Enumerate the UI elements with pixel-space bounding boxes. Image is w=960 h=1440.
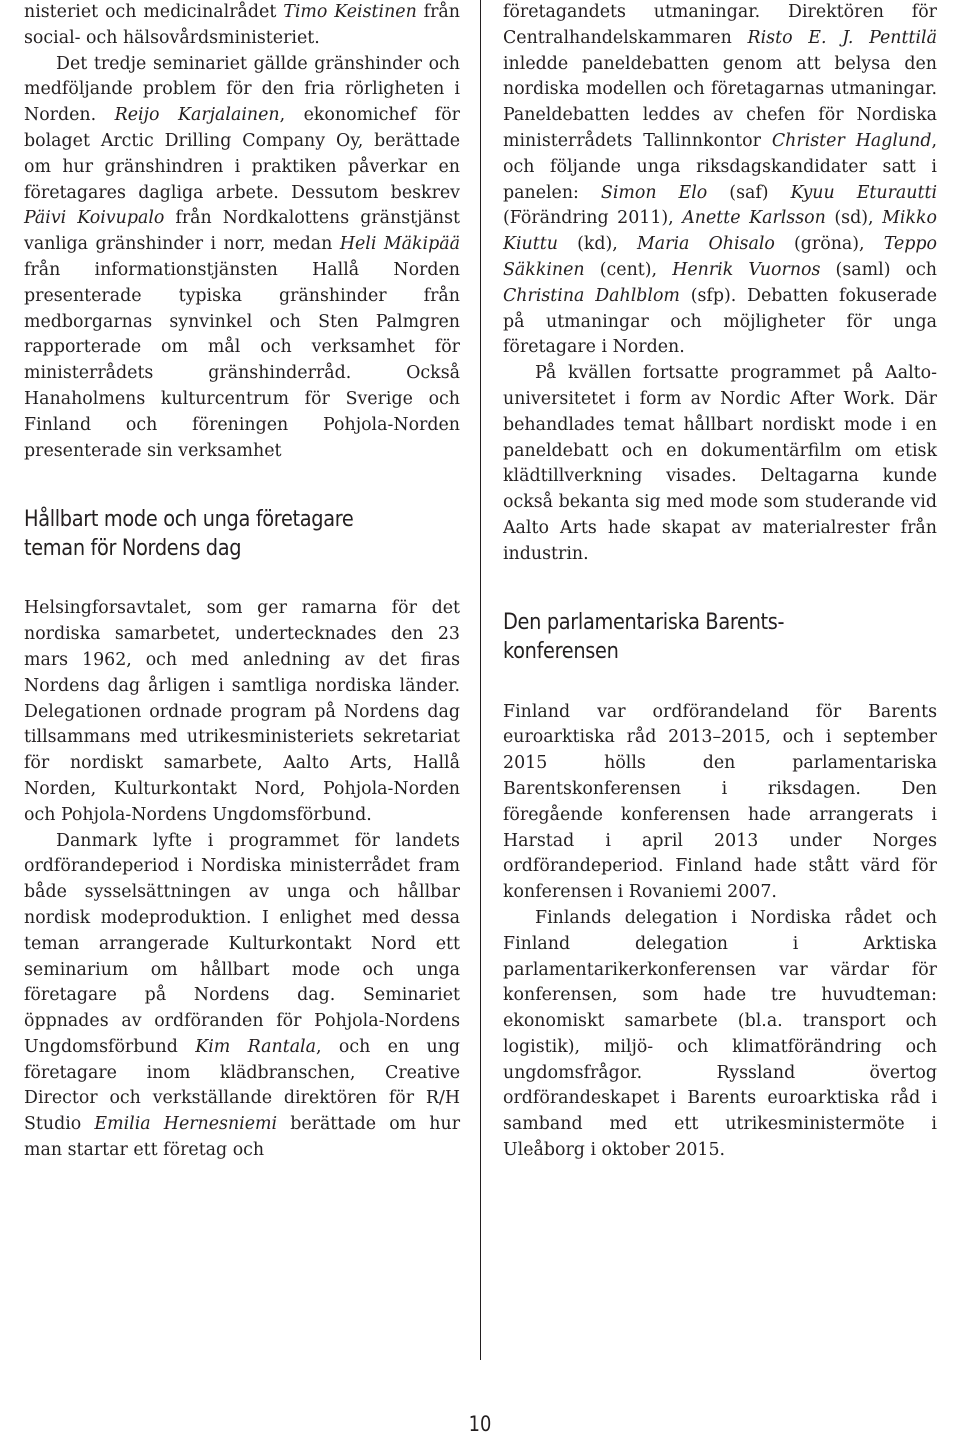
text: (Förändring 2011), — [503, 208, 683, 229]
paragraph: På kvällen fortsatte programmet på Aalto-universitetet i form av Nordic After Work. Där behandlades temat hållbart nordiskt mode i en paneldebatt och en dokumentärfilm om etisk klädtillverkning visades. Deltagarna kunde också bekanta sig med mode som studerande vid Aalto Arts hade skapat av materialrester från industrin. — [503, 363, 937, 564]
person-name: Henrik Vuornos — [672, 259, 821, 280]
paragraph — [503, 0, 937, 361]
text: (gröna), — [774, 234, 884, 255]
paragraph: Finland var ordförandeland för Barents euroarktiska råd 2013–2015, och i september 2015 hölls den parlamentariska Barentskonferensen i riksdagen. Den föregående konferensen hade arrangerats i Harstad i april 2013 under Norges ordförandeperiod. Finland hade stått värd för konferensen i Rovaniemi 2007. — [503, 701, 937, 903]
person-name: Timo Keistinen — [283, 2, 417, 22]
paragraph: Helsingforsavtalet, som ger ramarna för det nordiska samarbetet, undertecknades den 23 mars 1962, och med anledning av det firas Nordens dag årligen i samtliga nordiska länder. Delegationen ordnade program på Nordens dag tillsammans med utrikesministeriets sekretariat för nordiskt samarbete, Aalto Arts, Hallå Norden, Kulturkontakt Nord, Pohjola-Norden och Pohjola-Nordens Ungdomsförbund. — [24, 598, 460, 825]
person-name: Mikko Kiuttu — [503, 208, 937, 255]
text: nisteriet och medicinalrådet — [24, 2, 284, 22]
page-number: 10 — [468, 1412, 492, 1436]
text: , och följande unga riksdagskandidater satt i panelen: — [503, 130, 937, 203]
paragraph — [24, 52, 460, 465]
text: (cent), — [584, 259, 673, 280]
person-name: Reijo Karjalainen — [114, 105, 280, 126]
person-name: Kyuu Eturautti — [790, 182, 938, 203]
text: Det tredje seminariet gällde gränshinder och medföljande problem för den fria rörligheten i Norden. — [24, 53, 460, 126]
person-name: Kim Rantala — [195, 1036, 316, 1057]
section-heading — [24, 505, 459, 563]
text: , och en ung företagare inom klädbranschen, Creative Director och verkställande direktören för R/H Studio — [24, 1036, 461, 1135]
text: från social- och hälsovårdsministeriet. — [24, 2, 460, 48]
person-name: Heli Mäkipää — [339, 234, 460, 255]
text: Danmark lyfte i programmet för landets ordförandeperiod i Nordiska ministerrådet fram både sysselsättningen av unga och hållbar nordisk modeproduktion. I enlighet med dessa teman arrangerade Kulturkontakt Nord ett seminarium om hållbart mode och unga företagare på Nordens dag. Seminariet öppnades av ordföranden för Pohjola-Nordens Ungdomsförbund — [24, 830, 460, 1057]
person-name: Simon Elo — [600, 182, 708, 203]
person-name: Emilia Hernesniemi — [94, 1114, 278, 1135]
person-name: Anette Karlsson — [682, 208, 826, 229]
text: (kd), — [557, 234, 637, 255]
text: från Nordkalottens gränstjänst vanliga gränshinder i norr, medan — [24, 208, 460, 255]
column-divider — [480, 0, 481, 1360]
text: berättade om hur man startar ett företag och — [24, 1114, 461, 1161]
heading-line: konferensen — [503, 637, 619, 664]
text: (sd), — [825, 208, 883, 229]
text: från informationstjänsten Hallå Norden presenterade typiska gränshinder från medborgarnas synvinkel och Sten Palmgren rapporterade om mål och verksamhet för ministerrådets gränshinderråd. Också Hanaholmens kulturcentrum för Sverige och Finland och föreningen Pohjola-Norden presenterade sin verksamhet — [24, 259, 460, 461]
paragraph: Finlands delegation i Nordiska rådet och Finland delegation i Arktiska parlamentarikerkonferensen var värdar för konferensen, som hade tre huvudteman: ekonomiskt samarbete (bl.a. transport och logistik), miljö- och klimatförändring och ungdomsfrågor. Ryssland övertog ordförandeskapet i Barents euroarktiska råd i samband med ett utrikesministermöte i Uleåborg i oktober 2015. — [503, 907, 937, 1161]
text: (saml) och — [820, 259, 938, 280]
person-name: Teppo Säkkinen — [503, 234, 938, 280]
text: (sfp). Debatten fokuserade på utmaningar och möjligheter för unga företagare i Norden. — [503, 285, 937, 358]
text: , ekonomichef för bolaget Arctic Drilling Company Oy, berättade om hur gränshindren i praktiken påverkar en företagares dagliga arbete. Dessutom beskrev — [24, 105, 460, 203]
heading-line: Hållbart mode och unga företagare — [24, 506, 354, 533]
person-name: Risto E. J. Penttilä — [747, 27, 937, 48]
person-name: Christer Haglund — [771, 130, 932, 151]
right-column — [503, 0, 937, 1164]
left-column — [24, 0, 460, 1164]
person-name: Päivi Koivupalo — [24, 208, 165, 229]
text: (saf) — [707, 182, 791, 203]
section-heading — [503, 608, 936, 666]
person-name: Maria Ohisalo — [636, 234, 775, 255]
paragraph — [24, 829, 460, 1164]
heading-line: teman för Nordens dag — [24, 535, 242, 562]
person-name: Christina Dahlblom — [503, 285, 680, 306]
text: inledde paneldebatten genom att belysa den nordiska modellen och företagarnas utmaningar. Paneldebatten leddes av chefen för Nordiska ministerrådets Tallinnkontor — [503, 53, 937, 151]
heading-line: Den parlamentariska Barents- — [503, 608, 785, 635]
paragraph — [24, 0, 460, 52]
text: företagandets utmaningar. Direktören för Centralhandelskammaren — [503, 2, 937, 48]
